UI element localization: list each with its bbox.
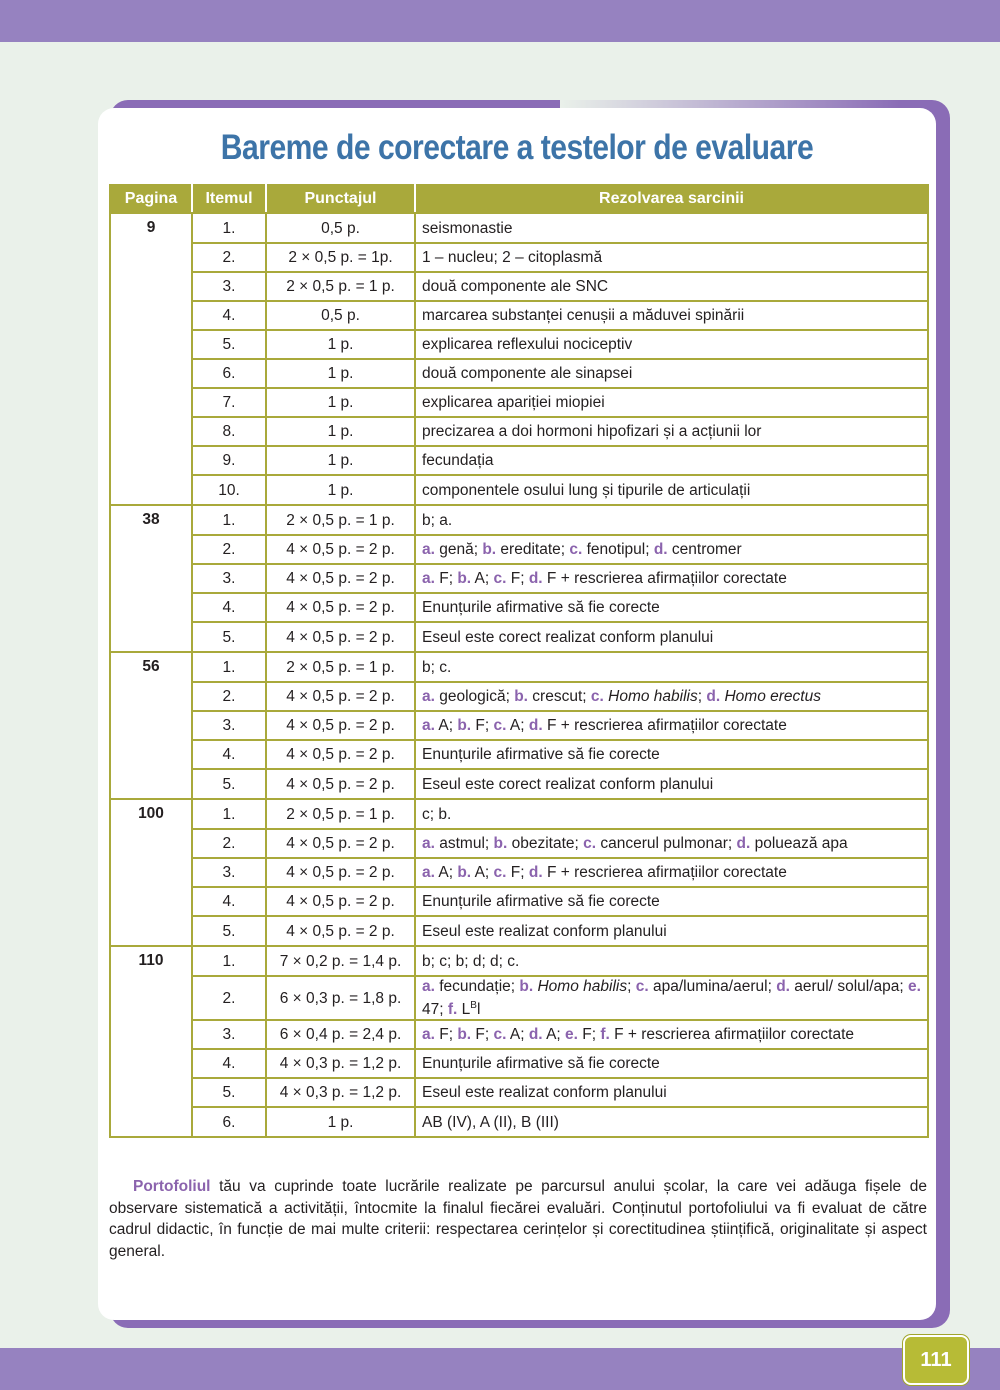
answer-text: F; <box>506 864 529 881</box>
cell-page <box>110 417 192 446</box>
bottom-decorative-band <box>0 1348 1000 1390</box>
cell-solution <box>415 682 928 711</box>
cell-points: 6 × 0,4 p. = 2,4 p. <box>266 1020 415 1049</box>
answer-label: d. <box>736 835 751 852</box>
table-row <box>110 711 928 740</box>
cell-item: 2. <box>192 682 266 711</box>
cell-points: 1 p. <box>266 417 415 446</box>
table-row <box>110 505 928 535</box>
answer-label: b. <box>514 688 528 705</box>
cell-solution: 1 – nucleu; 2 – citoplasmă <box>415 243 928 272</box>
answer-text: L <box>457 1001 471 1019</box>
cell-item: 1. <box>192 652 266 682</box>
cell-points: 1 p. <box>266 388 415 417</box>
table-row <box>110 1107 928 1137</box>
cell-points: 2 × 0,5 p. = 1p. <box>266 243 415 272</box>
cell-page <box>110 593 192 622</box>
answer-text: F + rescrierea afirmațiilor corectate <box>542 864 787 881</box>
cell-solution: două componente ale SNC <box>415 272 928 301</box>
cell-points: 2 × 0,5 p. = 1 p. <box>266 799 415 829</box>
table-row <box>110 946 928 976</box>
answer-label: a. <box>422 835 435 852</box>
cell-page <box>110 740 192 769</box>
cell-points: 6 × 0,3 p. = 1,8 p. <box>266 976 415 1020</box>
answer-label: c. <box>590 688 604 705</box>
answer-text: obezitate; <box>507 835 584 852</box>
cell-solution: Enunțurile afirmative să fie corecte <box>415 593 928 622</box>
cell-solution: b; a. <box>415 505 928 535</box>
cell-points: 4 × 0,5 p. = 2 p. <box>266 740 415 769</box>
table-row <box>110 388 928 417</box>
answer-label: b. <box>519 978 534 995</box>
cell-page <box>110 916 192 946</box>
cell-points: 0,5 p. <box>266 301 415 330</box>
answer-text: F; <box>434 1026 458 1044</box>
table-row <box>110 799 928 829</box>
cell-points: 2 × 0,5 p. = 1 p. <box>266 652 415 682</box>
cell-item: 4. <box>192 887 266 916</box>
header-rezolvarea: Rezolvarea sarcinii <box>415 185 928 213</box>
cell-item: 8. <box>192 417 266 446</box>
cell-item: 3. <box>192 858 266 887</box>
cell-points: 2 × 0,5 p. = 1 p. <box>266 505 415 535</box>
table-row <box>110 1049 928 1078</box>
answer-label: d. <box>528 570 543 587</box>
grading-table <box>109 184 929 1138</box>
cell-solution: marcarea substanței cenușii a măduvei spinării <box>415 301 928 330</box>
answer-label: c. <box>493 717 507 734</box>
answer-label: c. <box>493 1026 507 1044</box>
cell-page <box>110 1078 192 1107</box>
table-row <box>110 446 928 475</box>
answer-text: F; <box>506 570 529 587</box>
cell-solution: Enunțurile afirmative să fie corecte <box>415 1049 928 1078</box>
answer-text: astmul; <box>434 835 494 852</box>
cell-item: 5. <box>192 1078 266 1107</box>
portfolio-keyword: Portofoliul <box>133 1178 211 1195</box>
cell-page <box>110 711 192 740</box>
answer-text: ; <box>697 688 707 705</box>
cell-points: 4 × 0,5 p. = 2 p. <box>266 711 415 740</box>
cell-solution: precizarea a doi hormoni hipofizari și a acțiunii lor <box>415 417 928 446</box>
cell-item: 4. <box>192 1049 266 1078</box>
cell-item: 6. <box>192 1107 266 1137</box>
cell-solution: b; c. <box>415 652 928 682</box>
answer-text: ; <box>627 978 636 995</box>
answer-label: a. <box>422 978 435 995</box>
cell-points: 4 × 0,5 p. = 2 p. <box>266 564 415 593</box>
cell-page <box>110 272 192 301</box>
cell-item: 4. <box>192 301 266 330</box>
answer-label: a. <box>422 864 435 881</box>
cell-points: 4 × 0,5 p. = 2 p. <box>266 829 415 858</box>
table-row <box>110 535 928 564</box>
answer-text: A; <box>434 864 458 881</box>
answer-label: a. <box>422 570 435 587</box>
answer-text: A; <box>506 717 529 734</box>
cell-solution <box>415 535 928 564</box>
cell-solution: Eseul este corect realizat conform planului <box>415 622 928 652</box>
cell-page: 56 <box>110 652 192 682</box>
cell-item: 1. <box>192 213 266 243</box>
cell-page <box>110 564 192 593</box>
cell-page <box>110 535 192 564</box>
portfolio-text: tău va cuprinde toate lucrările realizate pe parcursul anului școlar, la care vei adăuga fișele de observare sistematică a activității, întocmite la finalul fiecărei evaluări. Conținutul portofoliului va fi evaluat de către cadrul didactic, în funcție de mai multe criterii: respectarea cerințelor și corectitudinea științifică, originalitate și aspect general. <box>109 1178 927 1260</box>
table-row <box>110 417 928 446</box>
answer-label: f. <box>447 1001 458 1019</box>
cell-solution <box>415 1020 928 1049</box>
table-row <box>110 301 928 330</box>
cell-item: 1. <box>192 946 266 976</box>
cell-page <box>110 976 192 1020</box>
cell-item: 1. <box>192 799 266 829</box>
answer-text: aerul/ solul/apa; <box>789 978 909 995</box>
header-pagina: Pagina <box>110 185 192 213</box>
answer-label: a. <box>422 1026 435 1044</box>
cell-page <box>110 682 192 711</box>
cell-page <box>110 475 192 505</box>
answer-label: c. <box>635 978 649 995</box>
table-row <box>110 682 928 711</box>
answer-text: F + rescrierea afirmațiilor corectate <box>609 1026 855 1044</box>
page-title: Bareme de corectare a testelor de evaluare <box>220 128 814 167</box>
superscript: B <box>470 1000 477 1011</box>
answer-label: e. <box>565 1026 578 1044</box>
answer-label: d. <box>528 864 543 881</box>
species-name: Homo erectus <box>724 688 821 705</box>
cell-item: 4. <box>192 740 266 769</box>
cell-page <box>110 622 192 652</box>
answer-label: a. <box>422 688 435 705</box>
answer-label: c. <box>569 541 583 558</box>
table-row <box>110 359 928 388</box>
page-number-badge: 111 <box>903 1335 969 1385</box>
table-row <box>110 740 928 769</box>
answer-label: a. <box>422 717 435 734</box>
cell-points: 4 × 0,5 p. = 2 p. <box>266 858 415 887</box>
cell-page <box>110 1107 192 1137</box>
cell-page: 38 <box>110 505 192 535</box>
answer-label: c. <box>493 864 507 881</box>
cell-item: 5. <box>192 622 266 652</box>
cell-points: 4 × 0,5 p. = 2 p. <box>266 916 415 946</box>
cell-solution: explicarea reflexului nociceptiv <box>415 330 928 359</box>
cell-item: 3. <box>192 564 266 593</box>
cell-points: 4 × 0,5 p. = 2 p. <box>266 535 415 564</box>
cell-page <box>110 1020 192 1049</box>
answer-text: cancerul pulmonar; <box>596 835 737 852</box>
answer-text: A; <box>506 1026 529 1044</box>
table-row <box>110 243 928 272</box>
cell-solution: Enunțurile afirmative să fie corecte <box>415 887 928 916</box>
answer-label: b. <box>482 541 497 558</box>
cell-solution: Eseul este realizat conform planului <box>415 1078 928 1107</box>
cell-points: 4 × 0,5 p. = 2 p. <box>266 769 415 799</box>
cell-points: 4 × 0,5 p. = 2 p. <box>266 593 415 622</box>
answer-text: F; <box>577 1026 601 1044</box>
table-row <box>110 593 928 622</box>
table-row <box>110 887 928 916</box>
cell-item: 3. <box>192 1020 266 1049</box>
cell-page <box>110 301 192 330</box>
cell-solution: Eseul este realizat conform planului <box>415 916 928 946</box>
cell-points: 1 p. <box>266 330 415 359</box>
cell-solution <box>415 829 928 858</box>
table-row <box>110 1020 928 1049</box>
cell-solution: explicarea apariției miopiei <box>415 388 928 417</box>
cell-item: 2. <box>192 243 266 272</box>
cell-page <box>110 829 192 858</box>
answer-text: l <box>476 1001 481 1019</box>
cell-page <box>110 359 192 388</box>
answer-label: c. <box>583 835 597 852</box>
answer-label: d. <box>776 978 790 995</box>
cell-points: 2 × 0,5 p. = 1 p. <box>266 272 415 301</box>
cell-solution: Enunțurile afirmative să fie corecte <box>415 740 928 769</box>
answer-text: ereditate; <box>496 541 570 558</box>
table-header-row <box>110 185 928 213</box>
answer-text: centromer <box>667 541 742 558</box>
answer-label: d. <box>528 1026 543 1044</box>
cell-item: 4. <box>192 593 266 622</box>
cell-points: 7 × 0,2 p. = 1,4 p. <box>266 946 415 976</box>
table-row <box>110 622 928 652</box>
table-row <box>110 829 928 858</box>
cell-page <box>110 769 192 799</box>
cell-solution: componentele osului lung și tipurile de articulații <box>415 475 928 505</box>
answer-label: d. <box>653 541 668 558</box>
answer-label: a. <box>422 541 435 558</box>
cell-solution: fecundația <box>415 446 928 475</box>
answer-text: fenotipul; <box>582 541 654 558</box>
header-itemul: Itemul <box>192 185 266 213</box>
answer-text: F; <box>471 1026 494 1044</box>
cell-points: 0,5 p. <box>266 213 415 243</box>
cell-page <box>110 446 192 475</box>
cell-item: 10. <box>192 475 266 505</box>
table-row <box>110 564 928 593</box>
table-row <box>110 475 928 505</box>
cell-item: 9. <box>192 446 266 475</box>
cell-points: 4 × 0,5 p. = 2 p. <box>266 887 415 916</box>
answer-text: F; <box>434 570 458 587</box>
species-name: Homo habilis <box>537 978 628 995</box>
cell-points: 4 × 0,3 p. = 1,2 p. <box>266 1049 415 1078</box>
cell-points: 4 × 0,5 p. = 2 p. <box>266 622 415 652</box>
cell-page: 9 <box>110 213 192 243</box>
cell-solution: b; c; b; d; d; c. <box>415 946 928 976</box>
cell-points: 1 p. <box>266 359 415 388</box>
answer-text: fecundație; <box>434 978 520 995</box>
answer-text: geologică; <box>434 688 515 705</box>
cell-solution: seismonastie <box>415 213 928 243</box>
answer-text: crescut; <box>528 688 591 705</box>
cell-page <box>110 243 192 272</box>
cell-points: 1 p. <box>266 1107 415 1137</box>
cell-item: 3. <box>192 711 266 740</box>
table-row <box>110 769 928 799</box>
table-row <box>110 272 928 301</box>
answer-label: d. <box>528 717 543 734</box>
answer-text: 47; <box>422 1001 448 1019</box>
answer-text: A; <box>434 717 458 734</box>
cell-points: 1 p. <box>266 446 415 475</box>
cell-item: 2. <box>192 535 266 564</box>
answer-text: A; <box>471 864 494 881</box>
cell-item: 3. <box>192 272 266 301</box>
answer-label: c. <box>493 570 507 587</box>
cell-solution <box>415 564 928 593</box>
cell-solution <box>415 976 928 1020</box>
cell-page <box>110 1049 192 1078</box>
cell-solution: Eseul este corect realizat conform planului <box>415 769 928 799</box>
cell-page <box>110 330 192 359</box>
answer-label: b. <box>457 864 472 881</box>
cell-page <box>110 388 192 417</box>
answer-label: b. <box>457 570 472 587</box>
answer-text: genă; <box>434 541 483 558</box>
table-row <box>110 330 928 359</box>
table-row <box>110 652 928 682</box>
cell-item: 2. <box>192 829 266 858</box>
cell-solution: c; b. <box>415 799 928 829</box>
cell-item: 5. <box>192 916 266 946</box>
header-punctajul: Punctajul <box>266 185 415 213</box>
answer-text: poluează apa <box>750 835 848 852</box>
grading-table-body <box>110 213 928 1137</box>
cell-item: 5. <box>192 330 266 359</box>
answer-text: F; <box>471 717 494 734</box>
answer-label: b. <box>457 1026 472 1044</box>
cell-page: 110 <box>110 946 192 976</box>
table-row <box>110 976 928 1020</box>
cell-points: 4 × 0,3 p. = 1,2 p. <box>266 1078 415 1107</box>
table-row <box>110 858 928 887</box>
cell-points: 4 × 0,5 p. = 2 p. <box>266 682 415 711</box>
cell-item: 7. <box>192 388 266 417</box>
cell-solution <box>415 858 928 887</box>
answer-text: F + rescrierea afirmațiilor corectate <box>542 570 787 587</box>
answer-label: e. <box>908 978 921 995</box>
answer-label: d. <box>706 688 721 705</box>
cell-item: 6. <box>192 359 266 388</box>
portfolio-paragraph <box>109 1176 927 1262</box>
species-name: Homo habilis <box>608 688 698 705</box>
table-row <box>110 213 928 243</box>
table-row <box>110 916 928 946</box>
answer-text: A; <box>542 1026 566 1044</box>
cell-item: 5. <box>192 769 266 799</box>
cell-page: 100 <box>110 799 192 829</box>
answer-label: f. <box>600 1026 610 1044</box>
cell-solution: două componente ale sinapsei <box>415 359 928 388</box>
cell-points: 1 p. <box>266 475 415 505</box>
table-row <box>110 1078 928 1107</box>
answer-label: b. <box>493 835 508 852</box>
answer-text: F + rescrierea afirmațiilor corectate <box>542 717 787 734</box>
cell-solution <box>415 711 928 740</box>
cell-page <box>110 858 192 887</box>
cell-solution: AB (IV), A (II), B (III) <box>415 1107 928 1137</box>
cell-item: 1. <box>192 505 266 535</box>
answer-text: apa/lumina/aerul; <box>648 978 777 995</box>
answer-text: A; <box>471 570 494 587</box>
cell-item: 2. <box>192 976 266 1020</box>
top-decorative-band <box>0 0 1000 42</box>
cell-page <box>110 887 192 916</box>
answer-label: b. <box>457 717 472 734</box>
